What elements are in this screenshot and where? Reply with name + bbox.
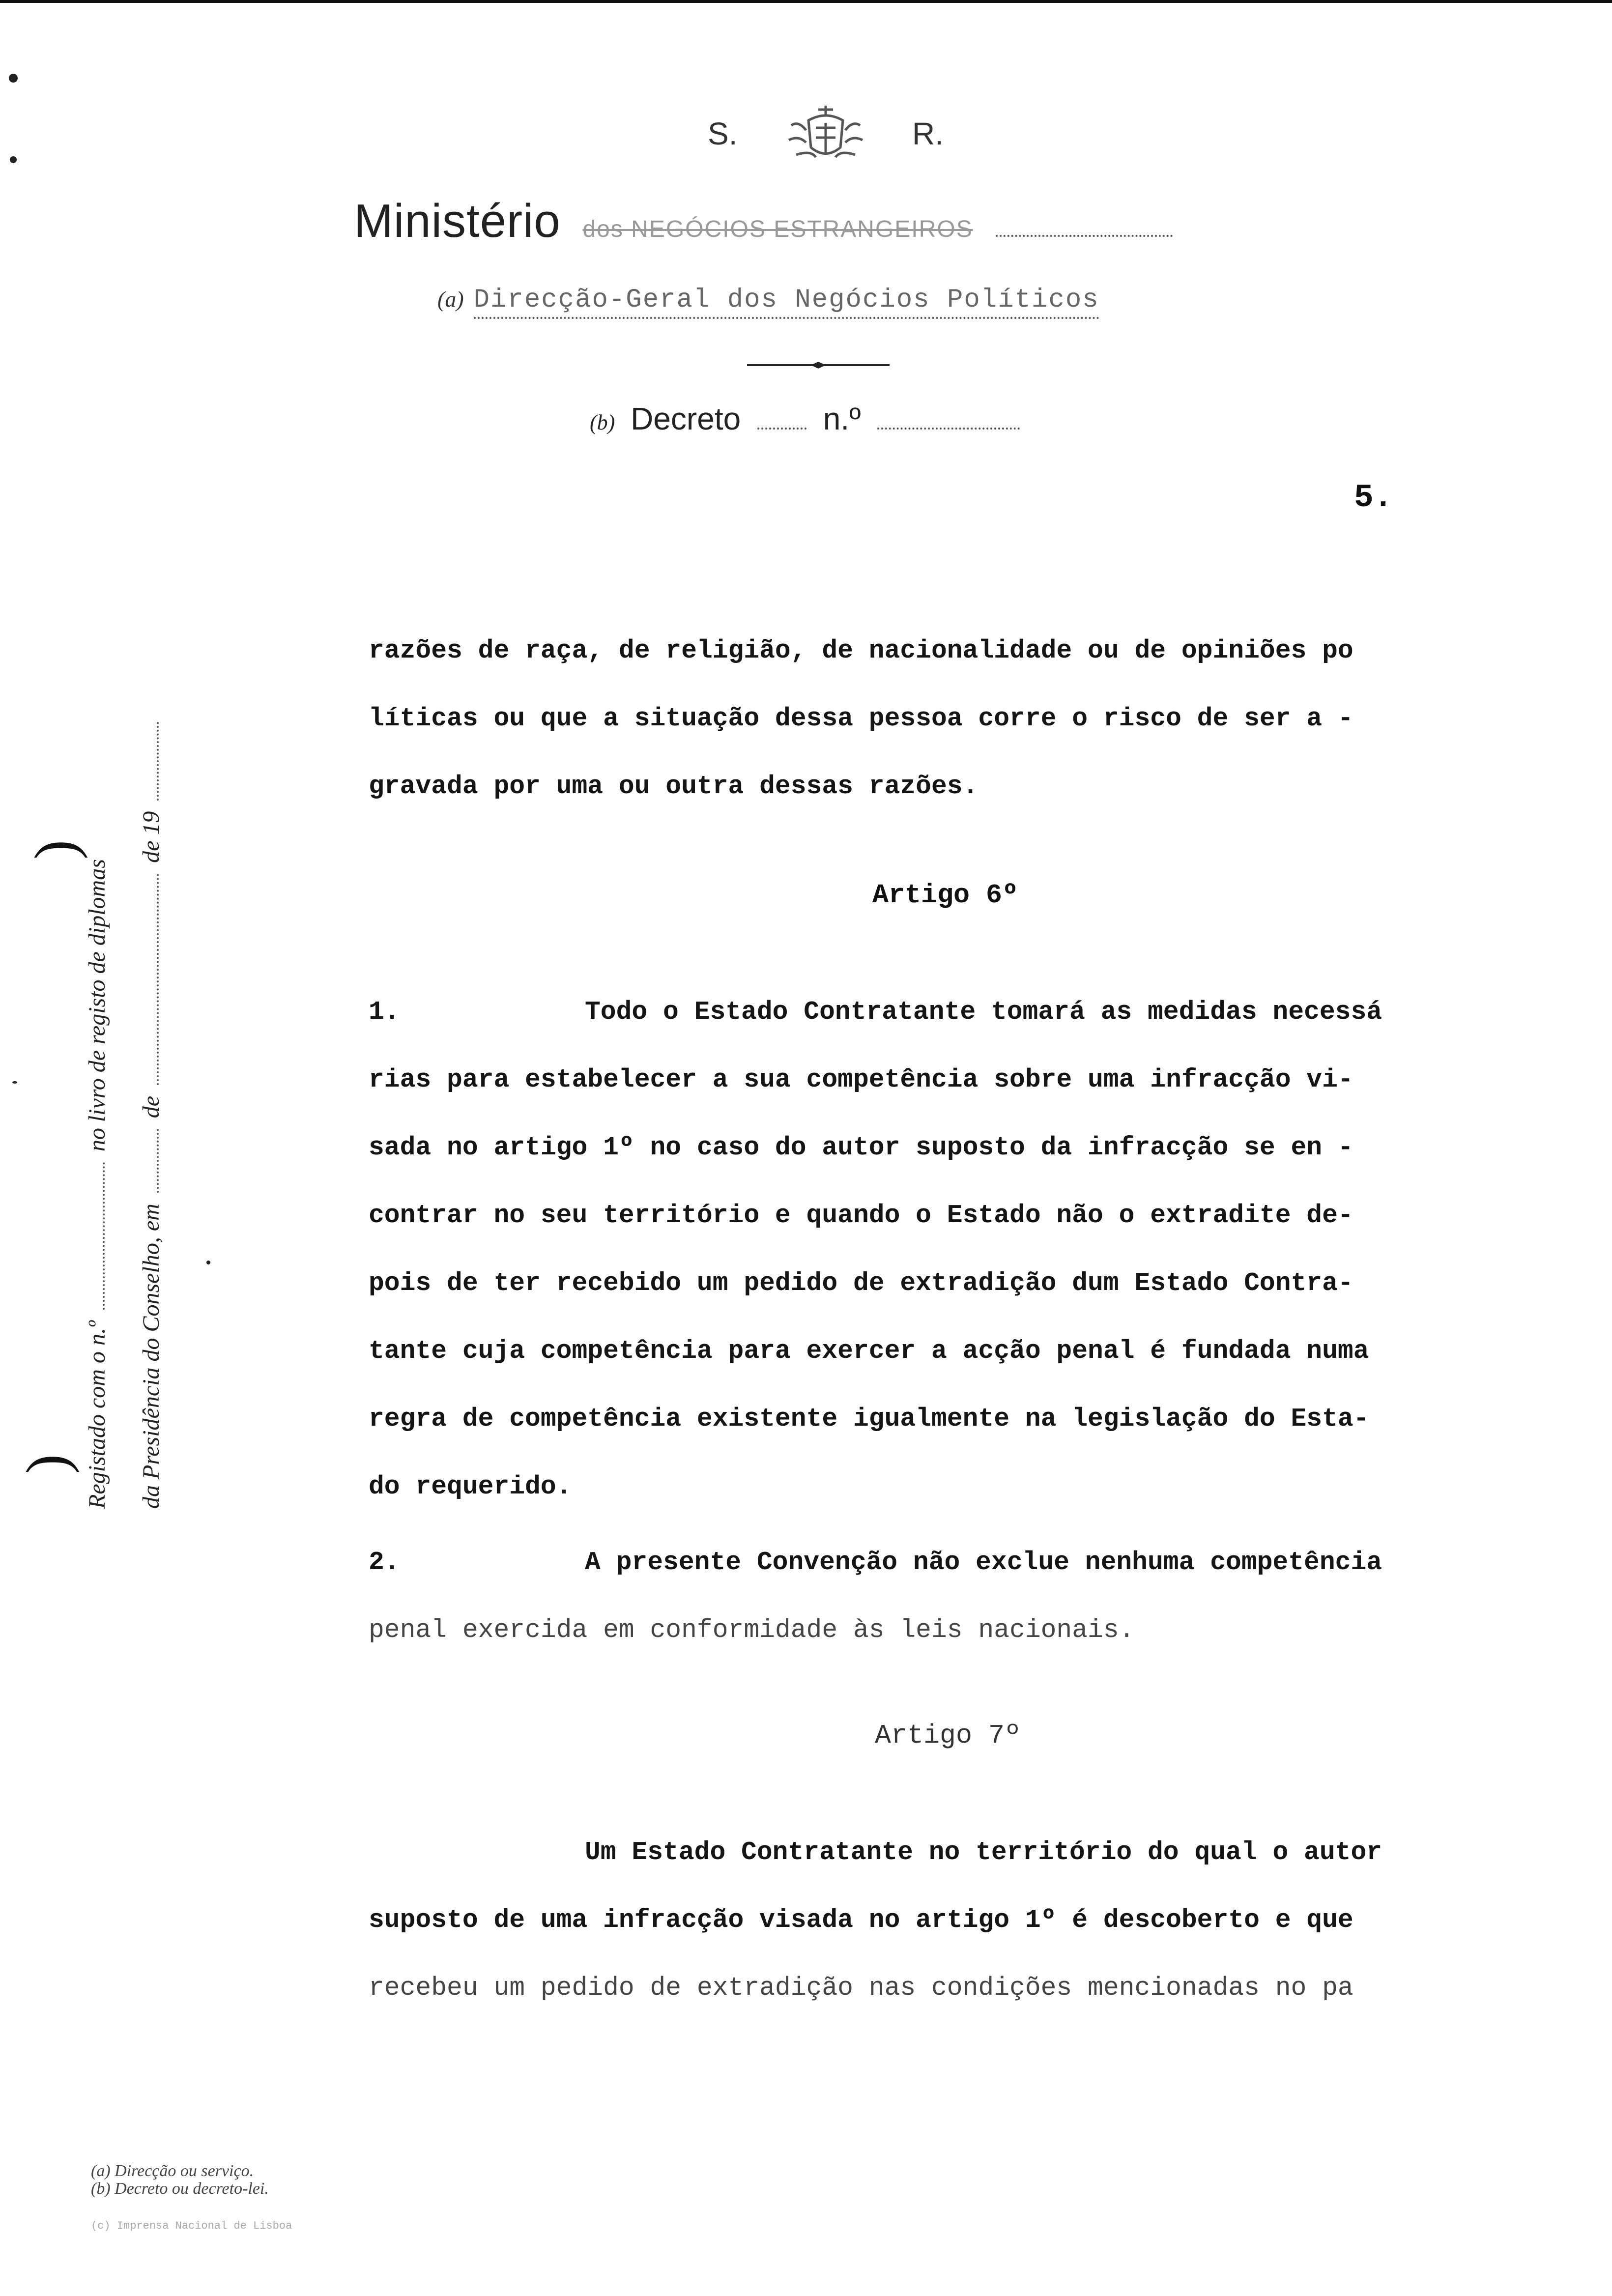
margin-bracket: ( [25,1454,91,1474]
article-6-title: Artigo 6º [872,880,1019,911]
article-7-title: Artigo 7º [875,1720,1021,1751]
text-line: do requerido. [369,1472,572,1501]
text-line: penal exercida em conformidade às leis nacionais. [369,1615,1135,1645]
text-line: rias para estabelecer a sua competência sobre uma infracção vi- [369,1065,1353,1094]
year-blank [140,722,159,801]
decreto-line [590,401,1180,437]
text-line: líticas ou que a situação dessa pessoa corre o risco de ser a - [369,704,1353,733]
presidencia-label: da Presidência do Conselho, em [138,1204,164,1509]
text-line: sada no artigo 1º no caso do autor suposto da infracção se en - [369,1133,1353,1162]
ministry-line [354,194,1288,248]
registado-label: Registado com o n.º [84,1320,110,1509]
text-line: tante cuja competência para exercer a acção penal é fundada numa [369,1336,1369,1366]
text-line [369,1528,1509,1596]
decreto-blank [757,408,806,430]
de-label: de [138,1095,164,1119]
text-segment: A presente Convenção não exclue nenhuma competência [585,1548,1382,1577]
numero-blank [877,408,1020,430]
scan-speck [10,156,17,163]
item-number: 2. [369,1548,400,1577]
scan-speck [9,74,18,83]
item-number: 1. [369,997,400,1027]
livro-label: no livro de registo de diplomas [84,859,110,1152]
article-6-item-2 [369,1528,1509,1664]
ornamental-divider [747,360,890,370]
text-line [369,1818,1509,1886]
text-line: pois de ter recebido um pedido de extradição dum Estado Contra- [369,1268,1353,1298]
footnotes [91,2162,292,2235]
direction-line [437,285,1224,315]
ministry-dotted-line [996,205,1173,237]
header-sr [698,101,953,165]
text-line: regra de competência existente igualmente na legislação do Esta- [369,1404,1369,1434]
top-border [0,0,1612,3]
text-line: razões de raça, de religião, de nacionalidade ou de opiniões po [369,636,1353,665]
ministry-name: dos NEGÓCIOS ESTRANGEIROS [582,216,973,242]
registration-line-1 [84,859,111,1509]
registado-blank [86,1162,105,1310]
page-number: 5. [1354,479,1393,516]
year-label: de 19 [138,811,164,863]
direction-value: Direcção-Geral dos Negócios Políticos [474,285,1099,319]
margin-bracket: ( [33,840,99,860]
registration-margin-note [84,624,182,1509]
direction-marker: (a) [437,287,464,312]
text-line: suposto de uma infracção visada no artigo 1º é descoberto e que [369,1905,1353,1935]
text-line [369,978,1509,1046]
decreto-marker: (b) [590,410,615,434]
text-line: gravada por uma ou outra dessas razões. [369,772,979,801]
month-blank [140,874,159,1085]
scan-speck [206,1261,210,1264]
text-segment: Um Estado Contratante no território do qual o autor [585,1837,1382,1867]
day-blank [140,1129,159,1193]
footnote-b: (b) Decreto ou decreto-lei. [91,2180,269,2198]
article-7-paragraph [369,1818,1509,2022]
printer-note: (c) Imprensa Nacional de Lisboa [91,2220,292,2232]
decreto-label: Decreto [631,401,741,436]
footnote-a: (a) Direcção ou serviço. [91,2162,254,2180]
text-line: recebeu um pedido de extradição nas condições mencionadas no pa [369,1973,1353,2003]
header-r: R. [912,116,944,151]
text-line: contrar no seu território e quando o Estado não o extradite de- [369,1201,1353,1230]
ministry-label: Ministério [354,195,561,247]
article-6-item-1 [369,978,1509,1521]
registration-line-2 [138,722,165,1509]
paragraph-continuation [369,617,1509,820]
header-s: S. [708,116,738,151]
numero-label: n.º [823,401,861,436]
text-segment: Todo o Estado Contratante tomará as medidas necessá [585,997,1382,1027]
scan-speck [12,1081,17,1084]
coat-of-arms-icon [781,101,870,165]
